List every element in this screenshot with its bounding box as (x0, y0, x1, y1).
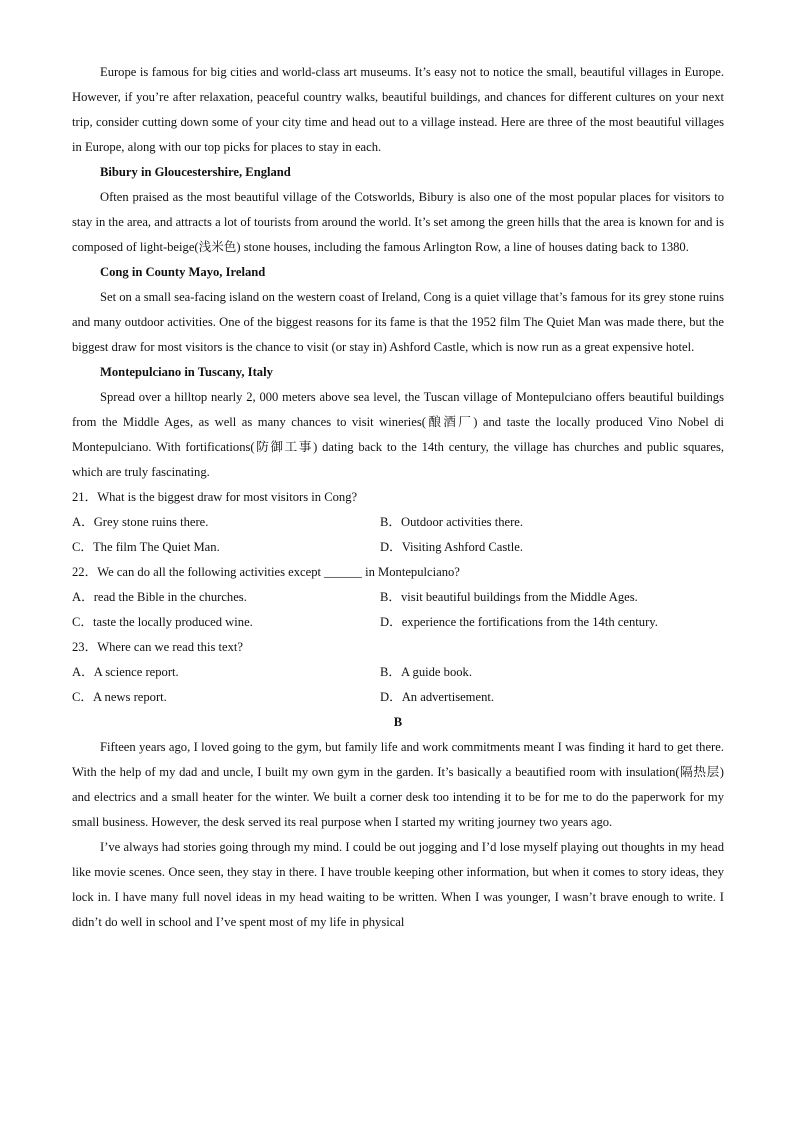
option-b: B．A guide book. (380, 665, 473, 679)
section-heading: Montepulciano in Tuscany, Italy (100, 365, 273, 379)
section-heading: Cong in County Mayo, Ireland (100, 265, 266, 279)
option-row (72, 585, 724, 610)
question-stem: 21．What is the biggest draw for most visitors in Cong? (72, 490, 358, 504)
section-paragraph: Spread over a hilltop nearly 2, 000 meters above sea level, the Tuscan village of Montepulciano offers beautiful buildings from the Middle Ages, as well as many chances to visit wineries(酿酒厂) and taste the locally produced Vino Nobel di Montepulciano. With fortifications(防御工事) dating back to the 14th century, the village has churches and public squares, which are truly fascinating. (72, 390, 724, 479)
question-stem: 22．We can do all the following activities except ______ in Montepulciano? (72, 565, 460, 579)
option-b: B．visit beautiful buildings from the Middle Ages. (380, 590, 638, 604)
option-a: A．Grey stone ruins there. (72, 515, 209, 529)
section-label: B (393, 715, 403, 729)
option-c: C．A news report. (72, 690, 167, 704)
option-row (72, 660, 724, 685)
passage-b-paragraph: I’ve always had stories going through my mind. I could be out jogging and I’d lose myself playing out thoughts in my head like movie scenes. Once seen, they stay in there. I have trouble keeping other information, but when it comes to story ideas, they lock in. I have many full novel ideas in my head waiting to be written. When I was younger, I wasn’t brave enough to write. I didn’t do well in school and I’ve spent most of my life in physical (72, 840, 724, 929)
intro-paragraph: Europe is famous for big cities and world-class art museums. It’s easy not to notice the small, beautiful villages in Europe. However, if you’re after relaxation, peaceful country walks, beautiful buildings, and chances for different cultures on your next trip, consider cutting down some of your city time and head out to a village instead. Here are three of the most beautiful villages in Europe, along with our top picks for places to stay in each. (72, 65, 724, 154)
option-a: A．A science report. (72, 665, 179, 679)
section-heading: Bibury in Gloucestershire, England (100, 165, 291, 179)
option-row (72, 535, 724, 560)
option-row (72, 510, 724, 535)
section-paragraph: Set on a small sea-facing island on the western coast of Ireland, Cong is a quiet village that’s famous for its grey stone ruins and many outdoor activities. One of the biggest reasons for its fame is that the 1952 film The Quiet Man was made there, but the biggest draw for most visitors is the chance to visit (or stay in) Ashford Castle, which is now run as a great expensive hotel. (72, 290, 724, 354)
option-row (72, 685, 724, 710)
option-d: D．Visiting Ashford Castle. (380, 540, 524, 554)
option-b: B．Outdoor activities there. (380, 515, 524, 529)
question-stem: 23．Where can we read this text? (72, 640, 243, 654)
option-d: D．An advertisement. (380, 690, 495, 704)
option-c: C．The film The Quiet Man. (72, 540, 220, 554)
option-row (72, 610, 724, 635)
document-page (72, 60, 724, 935)
option-a: A．read the Bible in the churches. (72, 590, 247, 604)
passage-b-paragraph: Fifteen years ago, I loved going to the gym, but family life and work commitments meant I was finding it hard to get there. With the help of my dad and uncle, I built my own gym in the garden. It’s basically a beautified room with insulation(隔热层) and electrics and a small heater for the winter. We built a corner desk too intending it to be for me to do the paperwork for my small business. However, the desk served its real purpose when I started my writing journey two years ago. (72, 740, 724, 829)
option-d: D．experience the fortifications from the 14th century. (380, 615, 658, 629)
option-c: C．taste the locally produced wine. (72, 615, 253, 629)
section-paragraph: Often praised as the most beautiful village of the Cotsworlds, Bibury is also one of the most popular places for visitors to stay in the area, and attracts a lot of tourists from around the world. It’s set among the green hills that the area is known for and is composed of light-beige(浅米色) stone houses, including the famous Arlington Row, a line of houses dating back to 1380. (72, 190, 724, 254)
